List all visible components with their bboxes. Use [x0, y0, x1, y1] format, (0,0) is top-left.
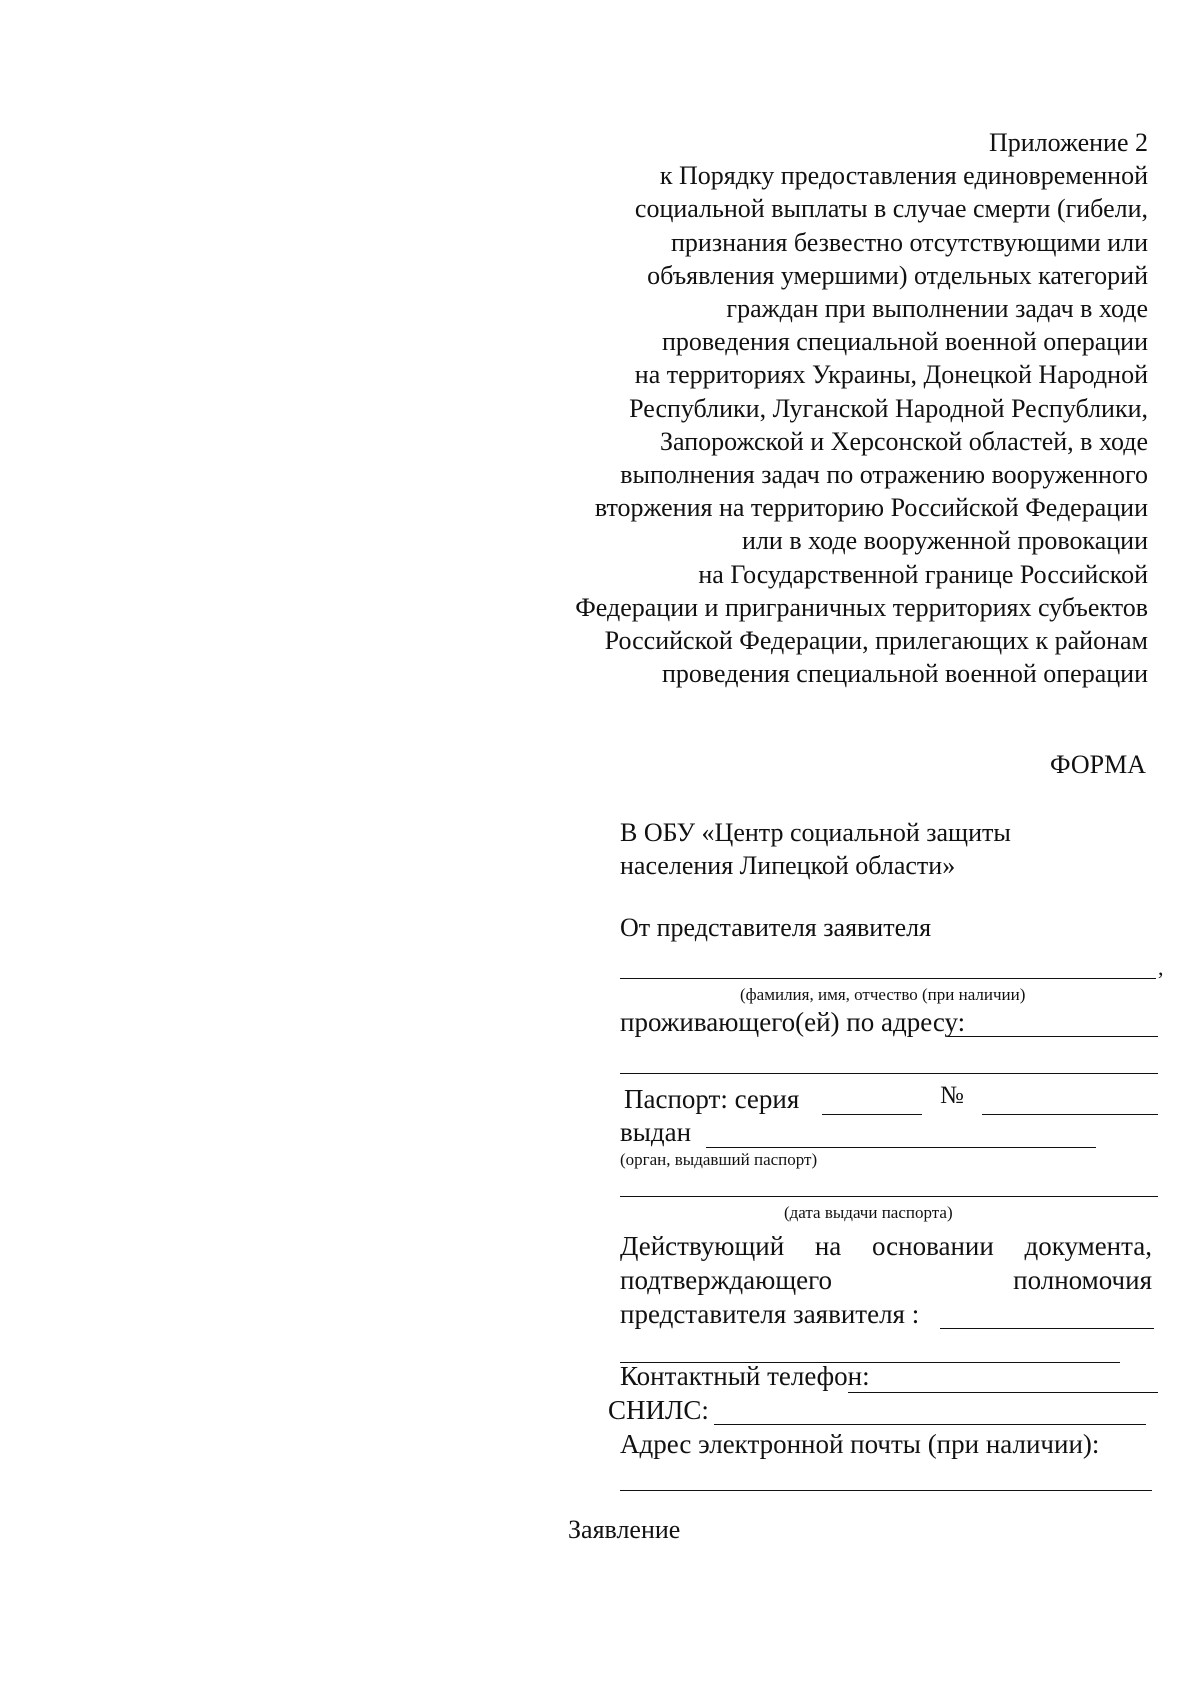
- snils-label: СНИЛС:: [608, 1395, 709, 1425]
- authority-line-2: [620, 1264, 1152, 1296]
- addressee-line-1: В ОБУ «Центр социальной защиты: [620, 818, 1011, 847]
- address-label: проживающего(ей) по адресу:: [620, 1007, 966, 1037]
- appendix-line: Российской Федерации, прилегающих к районам: [604, 626, 1148, 656]
- appendix-line: граждан при выполнении задач в ходе: [726, 294, 1148, 324]
- address-fill-line-2[interactable]: [620, 1073, 1158, 1074]
- passport-number-fill[interactable]: [982, 1114, 1158, 1115]
- issued-hint: (орган, выдавший паспорт): [620, 1150, 818, 1169]
- authority-fill-line-1[interactable]: [940, 1328, 1154, 1329]
- appendix-line: на территориях Украины, Донецкой Народной: [634, 360, 1148, 390]
- authority-word: полномочия: [1013, 1265, 1152, 1295]
- appendix-line: выполнения задач по отражению вооруженного: [620, 460, 1148, 490]
- name-comma: ,: [1158, 955, 1164, 980]
- issued-label: выдан: [620, 1117, 692, 1147]
- appendix-line: признания безвестно отсутствующими или: [670, 227, 1148, 257]
- issued-by-fill[interactable]: [706, 1147, 1096, 1148]
- passport-number-sign: №: [940, 1082, 964, 1109]
- issue-date-hint: (дата выдачи паспорта): [784, 1203, 953, 1222]
- from-representative-label: От представителя заявителя: [620, 913, 932, 942]
- appendix-line: Приложение 2: [988, 128, 1148, 157]
- authority-word: основании: [871, 1231, 994, 1261]
- addressee-line-2: населения Липецкой области»: [620, 851, 956, 880]
- appendix-line: Республики, Луганской Народной Республики,: [629, 393, 1148, 423]
- name-fill-line[interactable]: [620, 978, 1156, 979]
- issue-date-fill[interactable]: [620, 1196, 1158, 1197]
- email-fill-line[interactable]: [620, 1490, 1152, 1491]
- appendix-line: проведения специальной военной операции: [662, 327, 1148, 357]
- passport-series-fill[interactable]: [822, 1114, 922, 1115]
- form-label: ФОРМА: [1050, 750, 1146, 779]
- appendix-line: к Порядку предоставления единовременной: [659, 161, 1148, 191]
- appendix-line: социальной выплаты в случае смерти (гибели,: [634, 194, 1148, 224]
- phone-fill-line[interactable]: [848, 1392, 1158, 1393]
- authority-word: Действующий: [620, 1231, 785, 1261]
- email-label: Адрес электронной почты (при наличии):: [620, 1429, 1100, 1459]
- appendix-line: Федерации и приграничных территориях субъектов: [575, 592, 1148, 622]
- appendix-line: Запорожской и Херсонской областей, в ходе: [660, 426, 1148, 456]
- appendix-line: или в ходе вооруженной провокации: [742, 526, 1148, 556]
- address-fill-line-1[interactable]: [948, 1036, 1158, 1037]
- authority-line-1: [620, 1230, 1152, 1262]
- passport-series-label: Паспорт: серия: [624, 1084, 800, 1114]
- authority-line-3: представителя заявителя :: [620, 1299, 920, 1329]
- appendix-header: [428, 126, 1148, 690]
- appendix-line: объявления умершими) отдельных категорий: [647, 260, 1148, 290]
- statement-title: Заявление: [568, 1515, 681, 1544]
- appendix-line: вторжения на территорию Российской Федерации: [594, 493, 1148, 523]
- authority-word: документа,: [1024, 1231, 1152, 1261]
- authority-word: на: [814, 1231, 842, 1261]
- authority-word: подтверждающего: [620, 1265, 833, 1295]
- name-hint: (фамилия, имя, отчество (при наличии): [740, 985, 1026, 1004]
- appendix-line: проведения специальной военной операции: [662, 659, 1148, 689]
- snils-fill-line[interactable]: [714, 1424, 1146, 1425]
- appendix-line: на Государственной границе Российской: [698, 559, 1148, 589]
- phone-label: Контактный телефон:: [620, 1361, 870, 1391]
